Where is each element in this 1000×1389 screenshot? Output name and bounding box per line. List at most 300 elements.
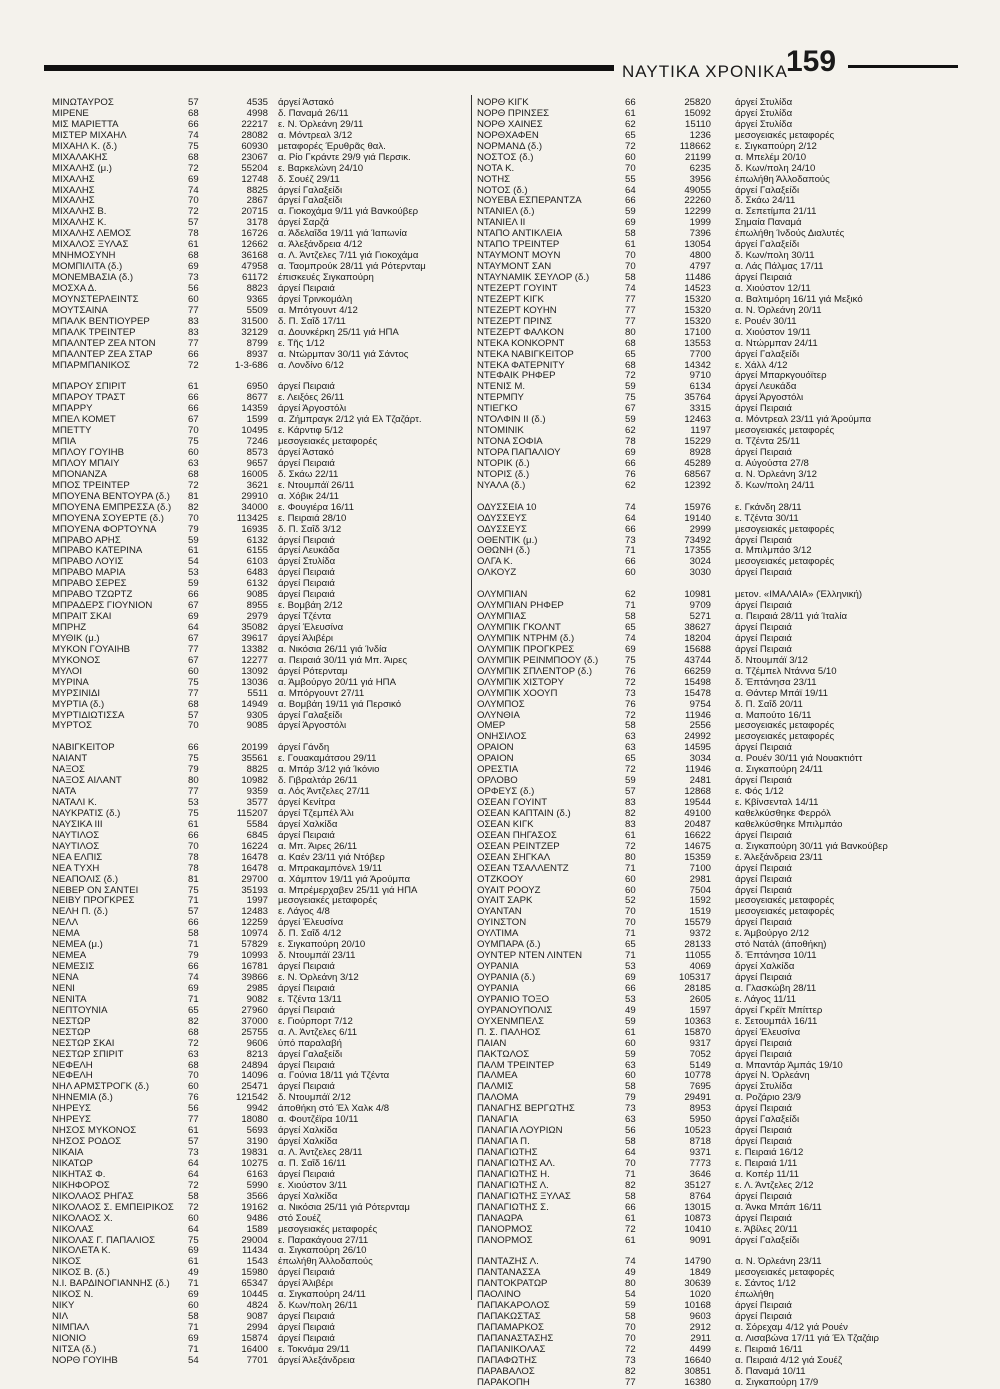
ship-entry [477, 240, 947, 251]
ship-entry [477, 339, 947, 350]
ship-status: α. Σιγκαπούρη 26/10 [278, 1246, 367, 1257]
tonnage: 15092 [684, 107, 711, 119]
ship-status: άργεί Πειραιά [278, 535, 335, 546]
magazine-title: ΝΑΥΤΙΚΑ ΧΡΟΝΙΚΑ [622, 62, 788, 81]
tonnage: 36168 [241, 250, 268, 262]
ship-status: α. Πειραιά 28/11 γιά Ίταλία [735, 612, 848, 623]
ship-status: άργεί Πειραιά [278, 1005, 335, 1016]
ship-name: ΟΘΕΝΤΙΚ (μ.) [477, 535, 538, 546]
tonnage: 15320 [684, 315, 711, 327]
ship-name: ΝΥΑΛΑ (δ.) [477, 480, 526, 491]
ship-name: ΟΡΑΪΟΝ [477, 754, 514, 765]
tonnage: 10445 [241, 1289, 268, 1301]
ship-name: ΠΑΝΤΑΖΗΣ Λ. [477, 1257, 539, 1268]
ship-status: α. Λ. Άντζελες 7/11 γιά Γιοκοχάμα [278, 251, 419, 262]
build-year: 56 [188, 1103, 199, 1115]
ship-status: α. Λάς Πάλμας 17/11 [735, 262, 824, 273]
tonnage: 9365 [246, 293, 268, 305]
ship-entry [477, 951, 947, 962]
ship-entry [477, 1323, 947, 1334]
ship-status: μεσογειακές μεταφορές [278, 1224, 378, 1235]
ship-name: ΝΙΜΠΑΛ [52, 1323, 90, 1334]
ship-status: άργεί Πειραιά [278, 382, 335, 393]
tonnage: 10778 [684, 1070, 711, 1082]
tonnage: 9091 [689, 1234, 711, 1246]
tonnage: 10168 [684, 1300, 711, 1312]
tonnage: 3566 [246, 1190, 268, 1202]
ship-name: ΠΑΝΤΑΝΑΣΣΑ [477, 1268, 541, 1279]
tonnage: 15498 [684, 676, 711, 688]
ship-entry [477, 470, 947, 481]
ship-status: άργεί Πειραιά [735, 1213, 792, 1224]
tonnage: 15976 [684, 501, 711, 513]
ship-entry [477, 765, 947, 776]
tonnage: 9085 [246, 720, 268, 732]
ship-status: άργεί Γαλαξείδι [735, 349, 800, 360]
ship-entry [477, 1334, 947, 1345]
tonnage: 65347 [241, 1278, 268, 1290]
ship-entry [477, 995, 947, 1006]
page-number: 159 [786, 45, 837, 78]
tonnage: 6235 [689, 162, 711, 174]
ship-entry [477, 918, 947, 929]
ship-name: ΟΛΥΜΠΟΣ [477, 699, 525, 710]
ship-name: ΟΣΕΑΝ ΚΑΠΤΑΙΝ (δ.) [477, 808, 571, 819]
build-year: 74 [188, 129, 199, 141]
tonnage: 35193 [241, 884, 268, 896]
ship-name: ΝΙΚΟΣ [52, 1257, 82, 1268]
tonnage: 6163 [246, 1168, 268, 1180]
build-year: 60 [188, 1212, 199, 1224]
ship-status: ε. Βομβάη 2/12 [278, 601, 343, 612]
tonnage: 121542 [235, 1092, 268, 1104]
ship-name: ΝΟΡΘΧΑΦΕΝ [477, 130, 539, 141]
ship-status: ε. Χιούστον 3/11 [278, 1180, 348, 1191]
ship-status: ε. Άβίλες 20/11 [735, 1224, 798, 1235]
ship-status: άργεί Πειραιά [278, 1312, 335, 1323]
ship-status: ε. Τῆς 1/12 [278, 338, 325, 349]
ship-name: ΟΡΛΟΒΟ [477, 776, 518, 787]
ship-status: α. Νικόσια 25/11 γιά Ρότερνταμ [278, 1202, 410, 1213]
build-year: 66 [188, 589, 199, 601]
ship-entry [477, 601, 947, 612]
tonnage: 9603 [689, 1311, 711, 1323]
build-year: 61 [625, 1026, 636, 1038]
ship-status: ε. Λ. Άντζελες 2/12 [735, 1180, 814, 1191]
ship-status: άργεί Άστακό [278, 98, 334, 108]
ship-name: ΟΝΗΣΙΛΟΣ [477, 732, 527, 743]
ship-status: μεταφορές Έρυθρᾶς θαλ. [278, 141, 386, 152]
ship-name: ΝΗΣΟΣ ΡΟΔΟΣ [52, 1137, 122, 1148]
build-year: 77 [188, 786, 199, 798]
build-year: 69 [188, 982, 199, 994]
ship-status: α. Ρίο Γκράντε 29/9 γιά Περσικ. [278, 152, 411, 163]
tonnage: 15870 [684, 1026, 711, 1038]
tonnage: 9372 [689, 928, 711, 940]
build-year: 70 [188, 1070, 199, 1082]
tonnage: 13553 [684, 337, 711, 349]
ship-status: α. Γούνια 18/11 γιά Τζέντα [278, 1071, 390, 1082]
ship-status: άργεί Σαρζά [278, 218, 329, 229]
ship-name: ΟΘΩΝΗ (δ.) [477, 546, 531, 557]
build-year: 64 [188, 622, 199, 634]
build-year: 75 [188, 436, 199, 448]
build-year: 60 [625, 873, 636, 885]
tonnage: 3577 [246, 797, 268, 809]
ship-status: άργεί Πειραιά [735, 623, 792, 634]
ship-entry [477, 481, 947, 492]
ship-status: ε. Πειραιά 16/11 [735, 1344, 803, 1355]
build-year: 71 [188, 1278, 199, 1290]
ship-name: ΟΛΥΜΠΙΚ ΧΙΣΤΟΡΥ [477, 677, 564, 688]
ship-name: ΟΥΡΑΝΙΟ ΤΟΞΟ [477, 994, 550, 1005]
tonnage: 2912 [689, 1322, 711, 1334]
ship-entry [477, 940, 947, 951]
ship-status: άργεί Πειραιά [735, 1301, 792, 1312]
ship-name: ΝΙΚΗΤΑΣ Φ. [52, 1169, 106, 1180]
ship-name: ΜΥΚΟΝ ΓΟΥΑΙΗΒ [52, 644, 131, 655]
ship-name: ΜΙΧΑΛΗΣ [52, 185, 95, 196]
ship-name: ΟΣΕΑΝ ΡΕΪΝΤΖΕΡ [477, 841, 560, 852]
ship-name: ΝΙΛ [52, 1312, 69, 1323]
tonnage: 12748 [241, 173, 268, 185]
ship-status: ε. Τζέντα 13/11 [278, 994, 342, 1005]
ship-name: ΝΙΚΟΛΑΣ [52, 1224, 94, 1235]
ship-status: μεσογειακές μεταφορές [278, 437, 378, 448]
build-year: 64 [188, 1157, 199, 1169]
ship-status: α. Άλεξάνδρεια 4/12 [278, 240, 363, 251]
build-year: 82 [625, 1365, 636, 1377]
ship-name: ΠΑΙΑΝ [477, 1038, 507, 1049]
build-year: 73 [625, 534, 636, 546]
ship-entry [477, 514, 947, 525]
build-year: 66 [188, 742, 199, 754]
tonnage: 9087 [246, 1311, 268, 1323]
ship-name: ΜΟΣΧΑ Δ. [52, 283, 97, 294]
tonnage: 11055 [685, 950, 711, 962]
ship-entry [477, 142, 947, 153]
tonnage: 25820 [684, 97, 711, 108]
ship-entry [477, 131, 947, 142]
ship-status: μεσογειακές μεταφορές [735, 524, 835, 535]
ship-status: α. Λός Άντζελες 27/11 [278, 787, 370, 798]
build-year: 61 [188, 381, 199, 393]
tonnage: 16640 [684, 1354, 711, 1366]
tonnage: 9709 [689, 600, 711, 612]
tonnage: 9606 [246, 1037, 268, 1049]
build-year: 63 [625, 1114, 636, 1126]
ship-status: α. Μόντρεαλ 23/11 γιά Άρούμπα [735, 415, 872, 426]
tonnage: 2979 [246, 611, 268, 623]
build-year: 70 [625, 1322, 636, 1334]
build-year: 75 [188, 676, 199, 688]
ship-status: άποθήκη στό Έλ Χαλκ 4/8 [278, 1104, 390, 1115]
build-year: 64 [625, 1147, 636, 1159]
ship-status: άργεί Πειραιά [278, 1060, 335, 1071]
tonnage: 73492 [684, 534, 711, 546]
ship-name: ΠΑΡΑΒΑΛΟΣ [477, 1366, 535, 1377]
ship-entry [477, 1214, 947, 1225]
tonnage: 23067 [241, 151, 268, 163]
ship-status: α. Σιγκαπούρη 17/9 [735, 1377, 819, 1388]
ship-name: ΠΑΝΑΓΙΑ ΛΟΥΡΙΩΝ [477, 1126, 563, 1137]
ship-status: άργεί Πειραιά [735, 568, 792, 579]
ship-name: ΜΠΡΑΪΤ ΣΚΑΪ [52, 612, 112, 623]
tonnage: 11434 [242, 1245, 268, 1257]
build-year: 66 [188, 961, 199, 973]
ship-name: ΝΕΜΕΑ [52, 951, 87, 962]
ship-entry [477, 645, 947, 656]
ship-entry [477, 907, 947, 918]
ship-name: ΠΑΝΑΓΙΑ [477, 1115, 519, 1126]
build-year: 80 [625, 851, 636, 863]
build-year: 74 [188, 184, 199, 196]
ship-name: ΝΤΟΛΦΙΝ ΙΙ (δ.) [477, 415, 546, 426]
ship-entry [477, 1071, 947, 1082]
build-year: 69 [188, 1332, 199, 1344]
ship-name: ΜΠΡΑΒΟ ΜΑΡΙΑ [52, 568, 126, 579]
ship-status: άργεί Γαλαξείδι [278, 185, 343, 196]
build-year: 69 [188, 611, 199, 623]
ship-status: ε. Γουακαμάτσου 29/11 [278, 754, 377, 765]
ship-name: Π. Σ. ΠΑΛΗΟΣ [477, 1027, 541, 1038]
ship-status: άργεί Γκρέϊτ Μπίττερ [735, 1005, 823, 1016]
ship-entry [477, 1170, 947, 1181]
build-year: 77 [188, 687, 199, 699]
ship-name: ΜΙΡΕΝΕ [52, 108, 89, 119]
ship-entry [477, 120, 947, 131]
ship-status: ε. Ρουέν 30/11 [735, 316, 797, 327]
build-year: 60 [188, 447, 199, 459]
ship-name: ΝΕΦΕΛΗ [52, 1071, 93, 1082]
ship-status: α. Ροζάριο 23/9 [735, 1093, 802, 1104]
ship-name: ΜΙΧΑΛΗΣ [52, 196, 95, 207]
ship-status: α. Μόντρεαλ 3/12 [278, 130, 353, 141]
ship-name: ΝΙΤΣΑ (δ.) [52, 1344, 97, 1355]
tonnage: 14523 [684, 282, 711, 294]
tonnage: 18204 [684, 632, 711, 644]
ship-entry [477, 415, 947, 426]
ship-status: ε. Σάντος 1/12 [735, 1279, 796, 1290]
ship-entry [52, 700, 462, 711]
ship-status: άργεί Χαλκίδα [278, 1126, 338, 1137]
ship-entry [52, 1050, 462, 1061]
ship-status: α. Χιούστον 12/11 [735, 283, 811, 294]
ship-status: άργεί Στυλίδα [735, 98, 793, 108]
tonnage: 2911 [690, 1332, 711, 1344]
ship-status: καθελκύσθηκε Μπιλμπάο [735, 819, 843, 830]
ship-name: ΟΥΑΪΤ ΡΟΟΥΖ [477, 885, 541, 896]
ship-name: ΝΕΣΤΩΡ [52, 1016, 91, 1027]
ship-entry [477, 1159, 947, 1170]
ship-name: ΝΙΚΟΛΑΟΣ Χ. [52, 1213, 113, 1224]
ship-status: στό Νατάλ (άποθήκη) [735, 940, 827, 951]
ship-entry [477, 1050, 947, 1061]
build-year: 58 [625, 720, 636, 732]
build-year: 71 [625, 1168, 636, 1180]
build-year: 54 [188, 556, 199, 568]
ship-entry [477, 929, 947, 940]
build-year: 76 [625, 468, 636, 480]
tonnage: 20199 [241, 742, 268, 754]
ship-status: έπισκευές Σιγκαπούρη [278, 273, 374, 283]
ship-name: ΟΥΑΝΤΑΝ [477, 907, 522, 918]
ship-status: δ. Σκάω 24/11 [735, 196, 796, 207]
tonnage: 6950 [246, 381, 268, 393]
tonnage: 5271 [689, 611, 711, 623]
build-year: 77 [625, 315, 636, 327]
ship-name: ΝΟΡΜΑΝΔ (δ.) [477, 141, 543, 152]
ship-status: άργεί Γαλαξείδι [735, 185, 800, 196]
build-year: 66 [625, 556, 636, 568]
tonnage: 4535 [246, 97, 268, 108]
ship-status: α. Ν. Όρλεάνη 3/12 [735, 469, 817, 480]
ship-status: άργεί Πειραιά [735, 863, 792, 874]
ship-status: άργεί Πειραιά [735, 644, 792, 655]
ship-status: δ. Π. Σαΐδ 4/12 [278, 929, 342, 940]
ship-status: ε. Παρακάγουα 27/11 [278, 1235, 369, 1246]
tonnage: 14359 [241, 403, 268, 415]
build-year: 59 [188, 534, 199, 546]
ship-name: ΝΤΕΚΑ ΦΑΤΕΡΝΙΤΥ [477, 360, 565, 371]
ship-name: ΠΑΝΑΓΙΑ Π. [477, 1137, 530, 1148]
ship-entry [477, 1137, 947, 1148]
ship-status: άργεί Πειραιά [735, 830, 792, 841]
build-year: 71 [188, 939, 199, 951]
build-year: 70 [188, 512, 199, 524]
ship-status: άργεί Πειραιά [735, 743, 792, 754]
build-year: 75 [188, 753, 199, 765]
ship-status: άργεί Χαλκίδα [278, 1191, 338, 1202]
tonnage: 15579 [684, 917, 711, 929]
build-year: 71 [188, 1322, 199, 1334]
ship-name: ΜΠΑΡΟΥ ΤΡΑΣΤ [52, 393, 126, 404]
tonnage: 2605 [689, 993, 711, 1005]
tonnage: 9085 [246, 589, 268, 601]
build-year: 79 [188, 523, 199, 535]
build-year: 72 [188, 1179, 199, 1191]
ship-entry [477, 689, 947, 700]
build-year: 58 [625, 1190, 636, 1202]
ship-status: ε. Άμβούργο 2/12 [735, 929, 810, 940]
ship-status: α. Κοπέρ 11/11 [735, 1169, 799, 1180]
ship-status: α. Μπότγουντ 4/12 [278, 305, 358, 316]
build-year: 75 [188, 140, 199, 152]
tonnage: 11946 [685, 709, 711, 721]
ship-status: άργεί Πειραιά [735, 874, 792, 885]
tonnage: 3030 [689, 567, 711, 579]
ship-name: ΜΠΑΡΜΠΑΝΙΚΟΣ [52, 360, 131, 371]
ship-status: άργεί Άστακό [278, 448, 334, 459]
ship-status: έπωλήθη Ίνδούς Διαλυτές [735, 229, 845, 240]
ship-name: ΝΕΝΙΤΑ [52, 994, 87, 1005]
build-year: 61 [188, 1125, 199, 1137]
ship-name: ΠΑΝΑΓΗΣ ΒΕΡΓΩΤΗΣ [477, 1104, 575, 1115]
ship-name: ΝΑΤΑΛΙ Κ. [52, 798, 97, 809]
build-year: 61 [188, 818, 199, 830]
tonnage: 3024 [689, 556, 711, 568]
tonnage: 15478 [684, 687, 711, 699]
ship-entry [52, 514, 462, 525]
ship-name: ΜΙΧΑΛΗΣ ΛΕΜΟΣ [52, 229, 132, 240]
build-year: 59 [625, 414, 636, 426]
tonnage: 24894 [241, 1059, 268, 1071]
ship-name: ΜΠΡΑΒΟ ΚΑΤΕΡΙΝΑ [52, 546, 143, 557]
build-year: 70 [625, 906, 636, 918]
ship-status: μεσογειακές μεταφορές [735, 732, 835, 743]
ship-name: ΜΠΟΥΕΝΑ ΒΕΝΤΟΥΡΑ (δ.) [52, 491, 170, 502]
build-year: 71 [188, 1343, 199, 1355]
tonnage: 10993 [241, 950, 268, 962]
tonnage: 5509 [246, 304, 268, 316]
ship-name: ΜΟΝΕΜΒΑΣΙΑ (δ.) [52, 273, 134, 283]
ship-status: άργεί Άργοστόλι [278, 404, 347, 415]
build-year: 66 [188, 917, 199, 929]
build-year: 82 [625, 807, 636, 819]
ship-name: ΝΟΡΘ ΠΡΙΝΣΕΣ [477, 108, 550, 119]
tonnage: 28133 [684, 939, 711, 951]
ship-status: α. Γιοκοχάμα 9/11 γιά Βανκούβερ [278, 207, 419, 218]
ship-status: α. Ταομπρούκ 28/11 γιά Ρότερνταμ [278, 262, 426, 273]
ship-name: ΝΙΚΟΣ Β. (δ.) [52, 1268, 110, 1279]
tonnage: 16478 [241, 862, 268, 874]
ship-status: α. Χάμπτον 19/11 γιά Άρούμπα [278, 874, 410, 885]
ship-status: δ. Ντουμπάϊ 3/12 [735, 655, 808, 666]
ship-name: ΝΤΕΖΕΡΤ ΚΙΓΚ [477, 294, 544, 305]
tonnage: 5511 [247, 687, 268, 699]
ship-name: ΜΠΡΑΔΕΡΣ ΓΙΟΥΝΙΟΝ [52, 601, 153, 612]
tonnage: 113425 [236, 512, 268, 524]
ship-name: ΝΕΑ ΤΥΧΗ [52, 863, 100, 874]
ship-name: ΝΤΕΖΕΡΤ ΓΟΥΪΝΤ [477, 283, 558, 294]
tonnage: 47958 [241, 261, 268, 273]
tonnage: 1-3-686 [234, 359, 268, 371]
tonnage: 10275 [241, 1157, 268, 1169]
ship-status: άργεί Πειραιά [735, 1191, 792, 1202]
build-year: 65 [625, 622, 636, 634]
build-year: 67 [188, 654, 199, 666]
tonnage: 37000 [241, 1015, 268, 1027]
ship-entry [477, 186, 947, 197]
ship-name: ΜΠΡΑΒΟ ΑΡΗΣ [52, 535, 121, 546]
ship-name: ΠΑΠΑΝΑΣΤΑΣΗΣ [477, 1333, 554, 1344]
tonnage: 22260 [684, 195, 711, 207]
ship-entry [477, 229, 947, 240]
ship-status: α. Λισαβώνα 17/11 γιά Έλ Τζαζάιρ [735, 1333, 880, 1344]
tonnage: 6134 [689, 381, 711, 393]
build-year: 64 [625, 512, 636, 524]
ship-name: ΟΛΥΜΠΙΚ ΝΤΡΗΜ (δ.) [477, 633, 575, 644]
ship-entry [477, 896, 947, 907]
ship-entry [477, 732, 947, 743]
ship-entry [477, 875, 947, 886]
ship-status: Σημαία Παναμά [735, 218, 802, 229]
tonnage: 21199 [685, 151, 711, 163]
ship-name: ΝΕΣΤΩΡ [52, 1027, 91, 1038]
ship-status: άργεί Πειραιά [278, 568, 335, 579]
ship-status: α. Μπρακαμπόνελ 19/11 [278, 863, 383, 874]
tonnage: 8213 [246, 1048, 268, 1060]
ship-status: άργεί Χαλκίδα [735, 962, 795, 973]
tonnage: 49100 [684, 807, 711, 819]
ship-status: α. Τζέντα 25/11 [735, 437, 801, 448]
ship-entry [477, 1061, 947, 1072]
ship-status: ε. Σιγκαπούρη 20/10 [278, 940, 366, 951]
ship-entry [52, 1345, 462, 1356]
build-year: 68 [188, 1059, 199, 1071]
ship-status: ε. Λάγος 4/8 [278, 907, 330, 918]
tonnage: 6132 [246, 578, 268, 590]
